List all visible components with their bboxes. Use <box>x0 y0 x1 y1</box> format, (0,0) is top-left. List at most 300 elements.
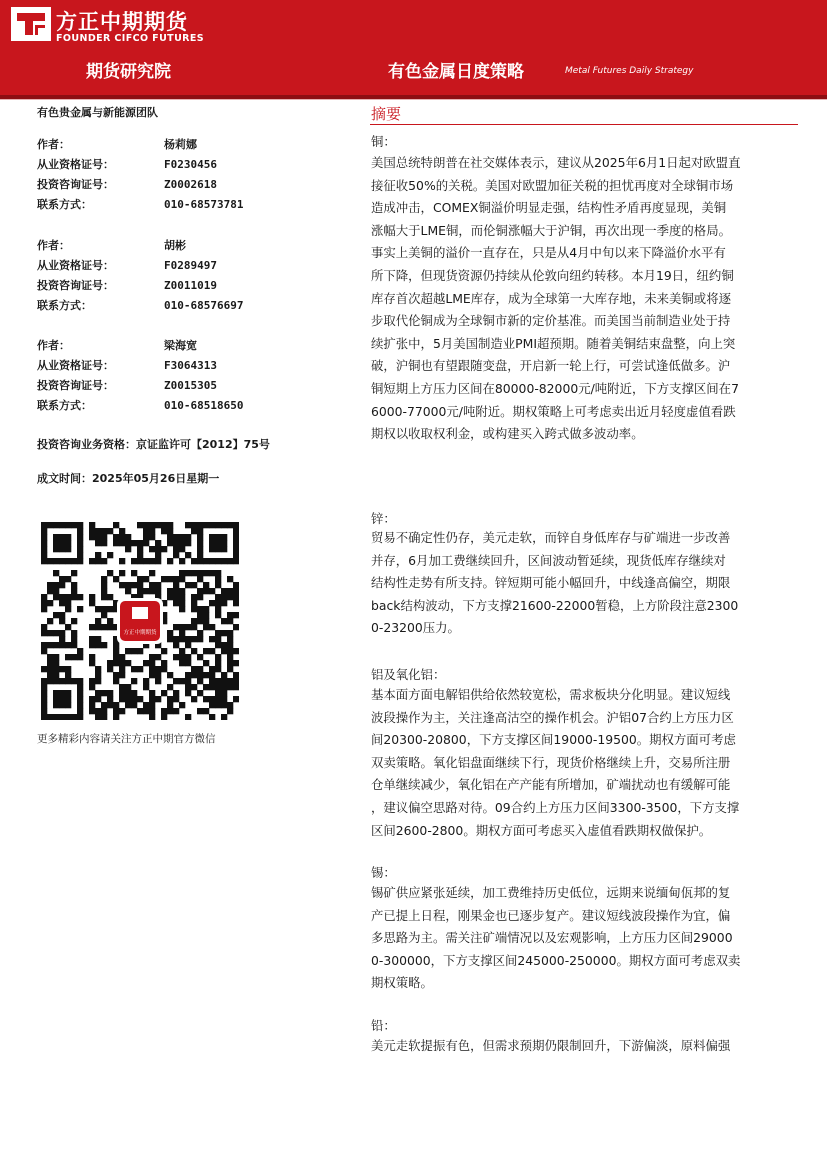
qr-module <box>59 576 65 582</box>
qr-module <box>185 678 191 684</box>
qr-module <box>65 666 71 672</box>
qr-module <box>125 702 131 708</box>
text-line: ，建议偏空思路对待。09合约上方压力区间3300-3500，下方支撑 <box>371 799 740 815</box>
qr-module <box>149 696 155 702</box>
qr-module <box>209 540 215 546</box>
qr-module <box>95 642 101 648</box>
qr-module <box>173 540 179 546</box>
wechat-qr-code[interactable] <box>41 522 239 720</box>
qr-module <box>215 600 221 606</box>
qr-module <box>185 660 191 666</box>
qr-module <box>167 558 173 564</box>
qr-module <box>77 714 83 720</box>
qr-module <box>77 540 83 546</box>
qr-module <box>161 522 167 528</box>
report-subtitle: Metal Futures Daily Strategy <box>565 66 694 76</box>
qr-module <box>137 582 143 588</box>
qr-module <box>185 540 191 546</box>
qr-module <box>101 624 107 630</box>
qr-module <box>173 576 179 582</box>
qr-module <box>227 642 233 648</box>
qr-module <box>215 696 221 702</box>
qr-module <box>41 684 47 690</box>
qr-module <box>95 678 101 684</box>
section-label-tin: 锡： <box>371 865 396 880</box>
qr-module <box>179 636 185 642</box>
qr-module <box>185 522 191 528</box>
author-label: 作者： <box>37 339 70 352</box>
qr-module <box>89 636 95 642</box>
qr-module <box>209 684 215 690</box>
qr-module <box>65 594 71 600</box>
qr-module <box>203 624 209 630</box>
qr-module <box>155 552 161 558</box>
qr-module <box>119 528 125 534</box>
qr-module <box>89 708 95 714</box>
qr-module <box>209 714 215 720</box>
qr-module <box>41 630 47 636</box>
qr-module <box>131 702 137 708</box>
qr-module <box>47 660 53 666</box>
section-body-tin <box>371 882 803 995</box>
qr-module <box>179 600 185 606</box>
qr-module <box>179 648 185 654</box>
cert-label: 从业资格证号： <box>37 359 114 372</box>
qr-module <box>173 552 179 558</box>
qr-module <box>59 594 65 600</box>
qr-module <box>209 588 215 594</box>
text-line: 涨幅大于LME铜，而伦铜涨幅大于沪铜，再次出现一季度的格局。 <box>371 222 731 238</box>
text-line: 0-23200压力。 <box>371 620 460 636</box>
qr-module <box>209 672 215 678</box>
qr-module <box>41 690 47 696</box>
qr-module <box>179 576 185 582</box>
qr-module <box>233 612 239 618</box>
qr-module <box>77 708 83 714</box>
qr-module <box>209 570 215 576</box>
qr-module <box>191 648 197 654</box>
qr-module <box>149 666 155 672</box>
qr-module <box>101 588 107 594</box>
qr-module <box>185 624 191 630</box>
qr-module <box>155 678 161 684</box>
qr-module <box>185 684 191 690</box>
qr-module <box>143 588 149 594</box>
qr-module <box>113 648 119 654</box>
qr-module <box>179 540 185 546</box>
qr-module <box>191 570 197 576</box>
qr-module <box>227 666 233 672</box>
qr-module <box>131 696 137 702</box>
qr-module <box>227 636 233 642</box>
qr-module <box>197 678 203 684</box>
qr-module <box>101 612 107 618</box>
qr-module <box>77 696 83 702</box>
qr-module <box>173 546 179 552</box>
qr-module <box>215 606 221 612</box>
qr-module <box>227 708 233 714</box>
qr-module <box>197 534 203 540</box>
qr-module <box>47 630 53 636</box>
qr-module <box>137 558 143 564</box>
qr-module <box>71 582 77 588</box>
qr-module <box>71 636 77 642</box>
qr-module <box>77 528 83 534</box>
qr-module <box>227 684 233 690</box>
qr-module <box>89 678 95 684</box>
qr-module <box>41 528 47 534</box>
qr-module <box>161 714 167 720</box>
qr-module <box>101 582 107 588</box>
qr-module <box>191 696 197 702</box>
qr-module <box>125 690 131 696</box>
qr-module <box>41 594 47 600</box>
qr-module <box>119 666 125 672</box>
qr-module <box>179 660 185 666</box>
qr-module <box>191 672 197 678</box>
qr-module <box>197 594 203 600</box>
qr-module <box>167 636 173 642</box>
text-line: 波段操作为主，关注逢高沽空的操作机会。沪铝07合约上方压力区 <box>371 709 734 725</box>
qr-module <box>155 696 161 702</box>
qr-module <box>59 642 65 648</box>
qr-module <box>41 666 47 672</box>
qr-module <box>197 666 203 672</box>
invest-label: 投资咨询证号： <box>37 178 114 191</box>
qr-module <box>143 660 149 666</box>
qr-module <box>209 636 215 642</box>
cert-number: F3064313 <box>164 359 217 372</box>
qr-module <box>119 672 125 678</box>
qr-module <box>191 528 197 534</box>
qr-module <box>215 576 221 582</box>
section-body-lead <box>371 1035 803 1058</box>
qr-module <box>107 528 113 534</box>
qr-module <box>89 642 95 648</box>
qr-module <box>125 660 131 666</box>
text-line: 期权以收取权利金，或构建买入跨式做多波动率。 <box>371 426 644 442</box>
qr-module <box>119 660 125 666</box>
qr-module <box>101 642 107 648</box>
qr-module <box>173 624 179 630</box>
qr-module <box>173 678 179 684</box>
qr-module <box>233 660 239 666</box>
qr-module <box>185 642 191 648</box>
contact-phone: 010-68518650 <box>164 399 244 412</box>
qr-module <box>197 690 203 696</box>
qr-module <box>221 702 227 708</box>
qr-module <box>53 660 59 666</box>
qr-module <box>143 684 149 690</box>
qr-module <box>119 582 125 588</box>
text-line: 接征收50%的关税。美国对欧盟加征关税的担忧再度对全球铜市场 <box>371 177 734 193</box>
qr-module <box>215 654 221 660</box>
qr-module <box>89 600 95 606</box>
qr-module <box>215 594 221 600</box>
report-title: 有色金属日度策略 <box>388 62 524 82</box>
qr-module <box>131 540 137 546</box>
qr-module <box>155 546 161 552</box>
qr-module <box>47 582 53 588</box>
qr-module <box>179 702 185 708</box>
qr-module <box>113 534 119 540</box>
qr-module <box>155 558 161 564</box>
qr-module <box>125 546 131 552</box>
qr-module <box>197 654 203 660</box>
qr-module <box>101 702 107 708</box>
qr-module <box>65 696 71 702</box>
section-label-zinc: 锌： <box>371 511 396 526</box>
qr-module <box>113 642 119 648</box>
qr-module <box>95 636 101 642</box>
qr-module <box>59 522 65 528</box>
qr-module <box>47 714 53 720</box>
text-line: 所下降，但现货资源仍持续从伦敦向纽约转移。本月19日，纽约铜 <box>371 267 734 283</box>
qr-module <box>101 576 107 582</box>
qr-module <box>191 666 197 672</box>
qr-module <box>65 576 71 582</box>
text-line: 6000-77000元/吨附近。期权策略上可考虑卖出近月轻度虚值看跌 <box>371 403 736 419</box>
qr-module <box>47 654 53 660</box>
qr-module <box>59 540 65 546</box>
qr-module <box>203 660 209 666</box>
qr-module <box>65 678 71 684</box>
qr-module <box>47 558 53 564</box>
qr-module <box>233 648 239 654</box>
qr-module <box>233 600 239 606</box>
qr-module <box>173 582 179 588</box>
qr-module <box>209 522 215 528</box>
qr-module <box>41 648 47 654</box>
qr-module <box>65 558 71 564</box>
qr-module <box>149 654 155 660</box>
qr-module <box>137 522 143 528</box>
qr-module <box>221 714 227 720</box>
qr-module <box>41 606 47 612</box>
qr-module <box>47 522 53 528</box>
qr-module <box>113 714 119 720</box>
qr-module <box>71 558 77 564</box>
qr-module <box>77 546 83 552</box>
qr-module <box>197 528 203 534</box>
qr-module <box>149 690 155 696</box>
qr-module <box>227 558 233 564</box>
qr-module <box>47 666 53 672</box>
qr-module <box>215 666 221 672</box>
qr-module <box>149 522 155 528</box>
qr-module <box>197 546 203 552</box>
qr-module <box>173 696 179 702</box>
qr-module <box>101 606 107 612</box>
qr-caption: 更多精彩内容请关注方正中期官方微信 <box>37 733 216 745</box>
qr-module <box>95 714 101 720</box>
qr-module <box>161 690 167 696</box>
qr-module <box>89 528 95 534</box>
page-header <box>0 0 827 95</box>
qr-module <box>107 618 113 624</box>
qr-module <box>71 630 77 636</box>
qr-module <box>149 588 155 594</box>
qr-module <box>203 618 209 624</box>
cert-label: 从业资格证号： <box>37 259 114 272</box>
founder-logo-icon <box>11 7 51 41</box>
qr-module <box>65 522 71 528</box>
qr-module <box>221 648 227 654</box>
qr-module <box>65 690 71 696</box>
qr-module <box>179 654 185 660</box>
qr-module <box>47 588 53 594</box>
qr-module <box>191 684 197 690</box>
qr-module <box>65 672 71 678</box>
qr-module <box>119 690 125 696</box>
qr-module <box>185 570 191 576</box>
qr-module <box>167 594 173 600</box>
qr-module <box>203 648 209 654</box>
qr-module <box>137 552 143 558</box>
qr-module <box>221 594 227 600</box>
qr-module <box>71 642 77 648</box>
qr-module <box>221 534 227 540</box>
qr-module <box>143 540 149 546</box>
qr-module <box>233 624 239 630</box>
qr-module <box>179 588 185 594</box>
qr-module <box>131 558 137 564</box>
qr-module <box>59 678 65 684</box>
qr-module <box>125 540 131 546</box>
qr-module <box>143 528 149 534</box>
qr-module <box>125 534 131 540</box>
qr-module <box>149 702 155 708</box>
qr-module <box>233 678 239 684</box>
qr-module <box>89 558 95 564</box>
qr-module <box>167 576 173 582</box>
qr-module <box>41 678 47 684</box>
qr-module <box>41 552 47 558</box>
qr-module <box>197 522 203 528</box>
qr-module <box>95 618 101 624</box>
qr-module <box>113 576 119 582</box>
qr-module <box>77 522 83 528</box>
qr-module <box>47 672 53 678</box>
qr-module <box>161 666 167 672</box>
qr-module <box>149 570 155 576</box>
qr-module <box>101 714 107 720</box>
qr-module <box>197 552 203 558</box>
qr-module <box>233 552 239 558</box>
qr-module <box>71 594 77 600</box>
qr-module <box>167 534 173 540</box>
text-line: 产已提上日程，刚果金也已逐步复产。建议短线波段操作为宜，偏 <box>371 907 731 923</box>
qr-module <box>59 666 65 672</box>
qr-module <box>59 630 65 636</box>
qr-module <box>137 588 143 594</box>
qr-module <box>77 552 83 558</box>
qr-module <box>89 522 95 528</box>
qr-module <box>53 588 59 594</box>
qr-module <box>185 714 191 720</box>
text-line: 仓单继续减少，氧化铝在产产能有所增加，矿端扰动也有缓解可能 <box>371 777 731 793</box>
qr-module <box>179 558 185 564</box>
qr-module <box>125 684 131 690</box>
qr-module <box>167 672 173 678</box>
qr-module <box>53 642 59 648</box>
qr-module <box>233 558 239 564</box>
qr-module <box>143 702 149 708</box>
qr-module <box>65 546 71 552</box>
qr-module <box>167 588 173 594</box>
qr-module <box>149 708 155 714</box>
qr-module <box>233 522 239 528</box>
qr-module <box>113 654 119 660</box>
invest-label: 投资咨询证号： <box>37 379 114 392</box>
qr-module <box>173 594 179 600</box>
institute-name: 期货研究院 <box>86 62 171 82</box>
qr-module <box>167 522 173 528</box>
qr-module <box>209 696 215 702</box>
qr-module <box>197 606 203 612</box>
qr-module <box>161 528 167 534</box>
qr-module <box>149 660 155 666</box>
contact-phone: 010-68576697 <box>164 299 244 312</box>
qr-module <box>131 648 137 654</box>
text-line: 破，沪铜也有望跟随变盘，开启新一轮上行，可尝试逢低做多。沪 <box>371 358 731 374</box>
qr-module <box>131 582 137 588</box>
cert-number: F0289497 <box>164 259 217 272</box>
qr-module <box>155 582 161 588</box>
qr-module <box>161 576 167 582</box>
qr-module <box>215 690 221 696</box>
qr-module <box>143 576 149 582</box>
qr-module <box>215 702 221 708</box>
text-line: 步取代伦铜成为全球铜市新的定价基准。而美国当前制造业处于持 <box>371 313 731 329</box>
text-line: 双卖策略。氧化铝盘面继续下行，现货价格继续上升，交易所注册 <box>371 754 731 770</box>
qr-module <box>227 654 233 660</box>
qr-module <box>191 618 197 624</box>
qr-module <box>95 534 101 540</box>
qr-module <box>53 522 59 528</box>
qr-module <box>167 702 173 708</box>
qr-module <box>59 636 65 642</box>
qr-module <box>197 576 203 582</box>
qr-module <box>47 678 53 684</box>
qr-module <box>47 642 53 648</box>
qr-module <box>143 708 149 714</box>
qr-module <box>233 594 239 600</box>
section-body-zinc <box>371 527 803 640</box>
qr-module <box>101 534 107 540</box>
qr-module <box>71 654 77 660</box>
qr-module <box>77 654 83 660</box>
qr-module <box>101 690 107 696</box>
invest-number: Z0011019 <box>164 279 217 292</box>
qr-module <box>215 534 221 540</box>
qr-module <box>77 606 83 612</box>
qr-module <box>59 600 65 606</box>
qr-module <box>185 672 191 678</box>
qr-module <box>53 594 59 600</box>
qr-module <box>209 546 215 552</box>
section-body-copper <box>371 152 803 446</box>
qr-module <box>143 678 149 684</box>
qr-module <box>185 534 191 540</box>
qr-module <box>161 708 167 714</box>
qr-module <box>215 660 221 666</box>
qr-module <box>179 534 185 540</box>
qr-module <box>155 588 161 594</box>
qr-module <box>185 552 191 558</box>
qr-module <box>77 534 83 540</box>
qr-module <box>41 624 47 630</box>
